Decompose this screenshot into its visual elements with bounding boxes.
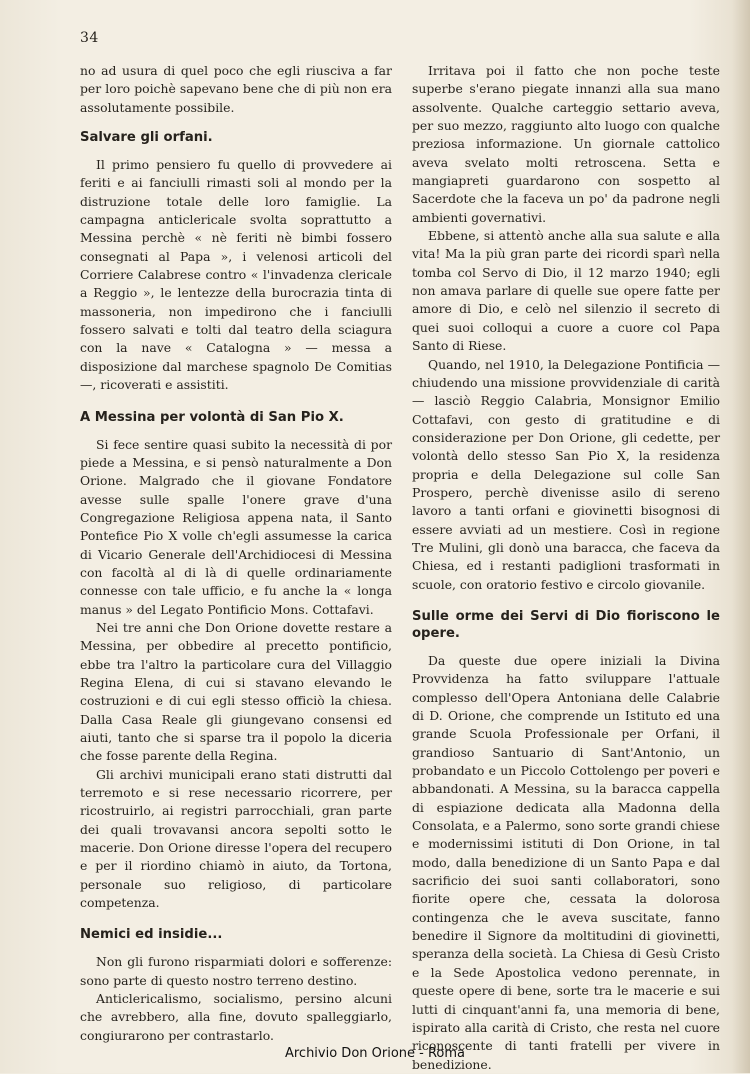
page-number: 34 [80,30,99,46]
section-heading: Nemici ed insidie... [80,927,223,943]
archive-footer: Archivio Don Orione - Roma [284,1046,466,1061]
paragraph: Quando, nel 1910, la Delegazione Pontificia — chiudendo una missione provvidenziale di carità — lasciò Reggio Calabria, Monsignor Emilio Cottafavi, con gesto di gratitudine e di considerazione per Don Orione, gli cedette, per volontà dello stesso San Pio X, la residenza propria e della Delegazione sul colle San Prospero, perchè divenisse asilo di sereno lavoro a tanti orfani e giovinetti bisognosi di essere avviati ad un mestiere. Così in regione Tre Mulini, gli donò una baracca, che faceva da Chiesa, ed i restanti padiglioni trasformati in scuole, con oratorio festivo e circolo giovanile. [412,356,720,592]
paragraph: Il primo pensiero fu quello di provvedere ai feriti e ai fanciulli rimasti soli al mondo per la distruzione totale delle loro famiglie. La campagna anticlericale svolta soprattutto a Messina perchè « nè feriti nè bimbi fossero consegnati al Papa », i velenosi articoli del Corriere Calabrese contro « l'invadenza clericale a Reggio », le lentezze della burocrazia tinta di massoneria, non impedirono che i fanciulli fossero salvati e tolti dal teatro della sciagura con la nave « Catalogna » — messa a disposizione dal marchese spagnolo De Comitias —, ricoverati e assistiti. [80,157,392,393]
right-column [412,62,720,1074]
paragraph: Anticlericalismo, socialismo, persino alcuni che avrebbero, alla fine, dovuto spalleggiarlo, congiurarono per contrastarlo. [80,991,392,1043]
left-column [80,62,392,1045]
paragraph: Si fece sentire quasi subito la necessità di por piede a Messina, e si pensò naturalmente a Don Orione. Malgrado che il giovane Fondatore avesse sulle spalle l'onere grave d'una Congregazione Religiosa appena nata, il Santo Pontefice Pio X volle ch'egli assumesse la carica di Vicario Generale dell'Archidiocesi di Messina con facoltà al di là di quelle ordinariamente connesse con tale ufficio, e fu anche la « longa manus » del Legato Pontificio Mons. Cottafavi. [80,436,392,617]
paragraph: Da queste due opere iniziali la Divina Provvidenza ha fatto sviluppare l'attuale complesso dell'Opera Antoniana delle Calabrie di D. Orione, che comprende un Istituto ed una grande Scuola Professionale per Orfani, il grandioso Santuario di Sant'Antonio, un probandato e un Piccolo Cottolengo per poveri e abbandonati. A Messina, su la baracca cappella di espiazione dedicata alla Madonna della Consolata, e a Palermo, sono sorte grandi chiese e modernissimi istituti di Don Orione, in tal modo, dalla benedizione di un Santo Papa e dal sacrificio dei suoi santi collaboratori, sono fiorite opere che, cessata la dolorosa contingenza che le aveva suscitate, fanno benedire il Signore da moltitudini di giovinetti, speranza della società. La Chiesa di Gesù Cristo e la Sede Apostolica vedono perennate, in queste opere di bene, sorte tra le macerie e sui lutti di cinquant'anni fa, una memoria di bene, ispirato alla carità di Cristo, che resta nel cuore riconoscente di tanti fratelli per vivere in benedizione. [412,652,720,1072]
section-heading: A Messina per volontà di San Pio X. [80,409,344,425]
section-heading: Sulle orme dei Servi di Dio fioriscono le opere. [412,608,720,641]
paragraph: Ebbene, si attentò anche alla sua salute e alla vita! Ma la più gran parte dei ricordi sparì nella tomba col Servo di Dio, il 12 marzo 1940; egli non amava parlare di quelle sue opere fatte per amore di Dio, e celò nel silenzio il secreto di quei suoi colloqui a cuore a cuore col Papa Santo di Riese. [412,228,720,354]
page-edge-shadow [732,0,750,1073]
section-heading: Salvare gli orfani. [80,130,213,146]
paragraph: Gli archivi municipali erano stati distrutti dal terremoto e si rese necessario ricorrere, per ricostruirlo, ai registri parrocchiali, gran parte dei quali trovavansi ancora sepolti sotto le macerie. Don Orione diresse l'opera del recupero e per il riordino chiamò in aiuto, da Tortona, personale suo religioso, di particolare competenza. [80,766,392,911]
paragraph: Nei tre anni che Don Orione dovette restare a Messina, per obbedire al precetto pontificio, ebbe tra l'altro la particolare cura del Villaggio Regina Elena, di cui si stavano elevando le costruzioni e di cui egli stesso officiò la chiesa. Dalla Casa Reale gli giungevano consensi ed aiuti, tanto che si sparse tra il popolo la diceria che fosse parente della Regina. [80,619,392,764]
paragraph: Non gli furono risparmiati dolori e sofferenze: sono parte di questo nostro terreno destino. [80,954,392,988]
paragraph: Irritava poi il fatto che non poche teste superbe s'erano piegate innanzi alla sua mano assolvente. Qualche carteggio settario aveva, per suo mezzo, raggiunto alto luogo con qualche preziosa informazione. Un giornale cattolico aveva svelato molti retroscena. Setta e mangiapreti guardarono con sospetto al Sacerdote che la faceva un po' da padrone negli ambienti governativi. [412,63,720,225]
paragraph: no ad usura di quel poco che egli riusciva a far per loro poichè sapevano bene che di più non era assolutamente possibile. [80,63,392,115]
